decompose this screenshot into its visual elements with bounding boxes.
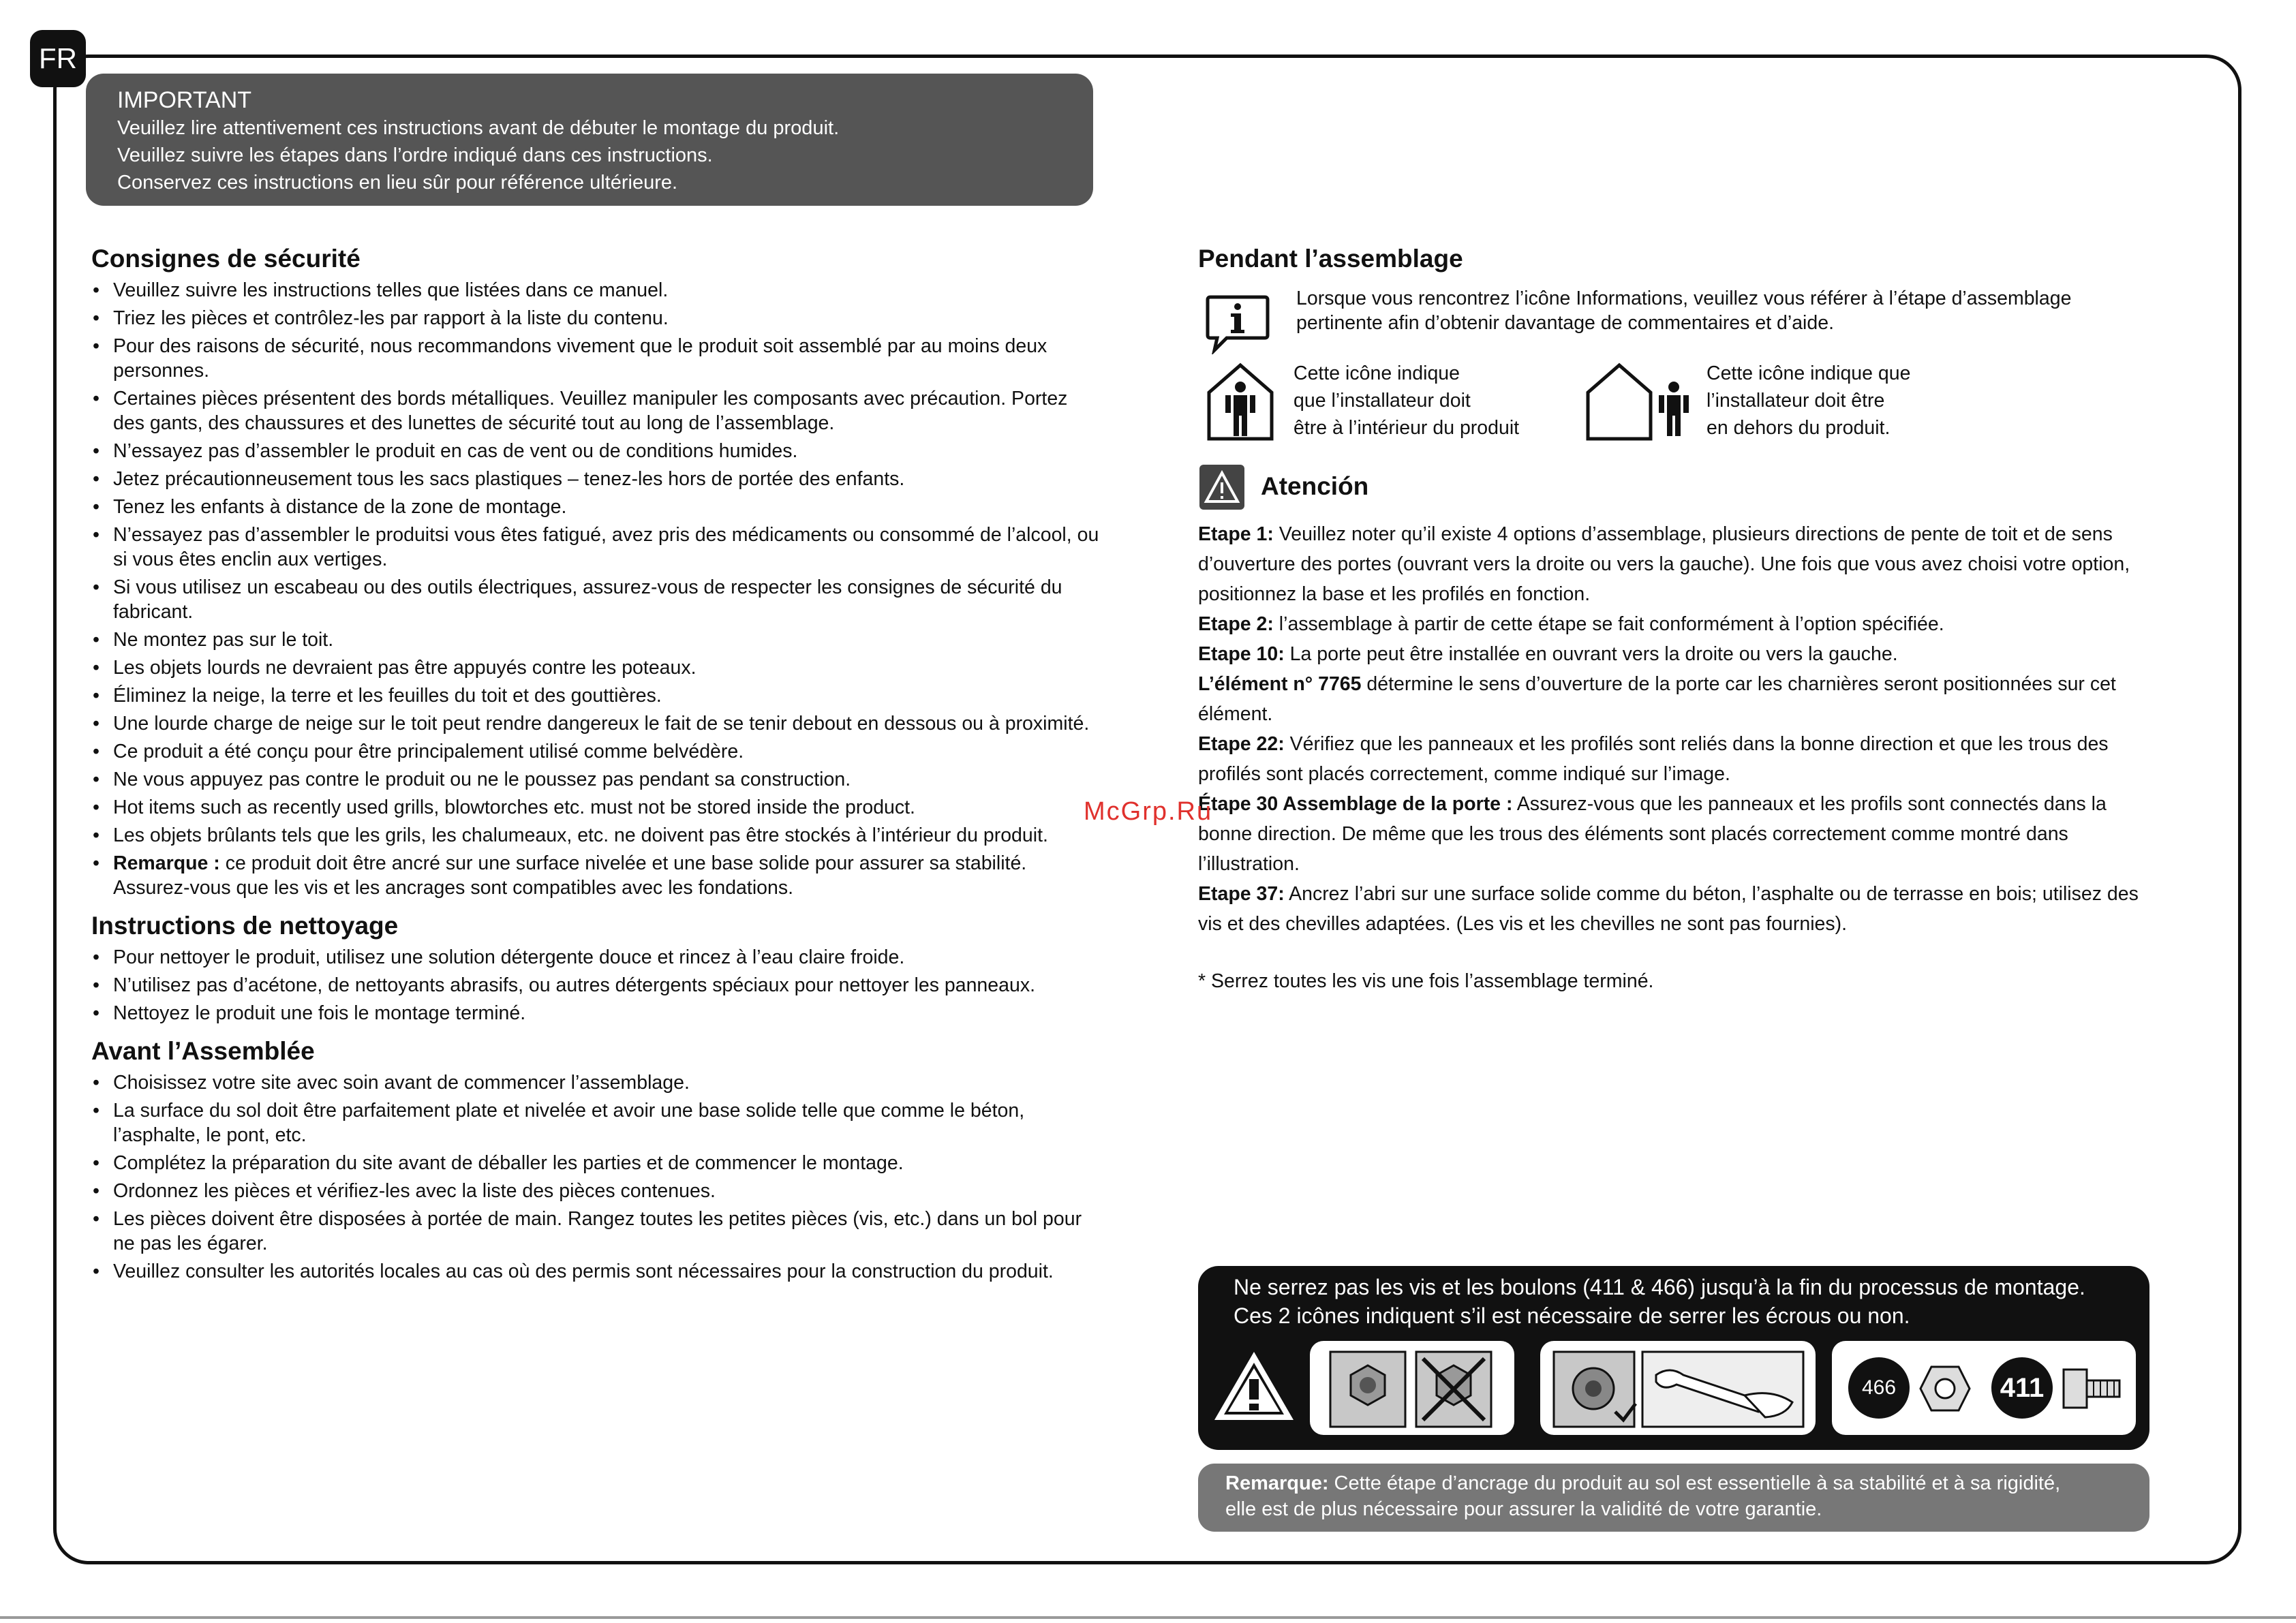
info-row xyxy=(1198,278,2152,352)
info-icon xyxy=(1205,293,1270,354)
parts-panel xyxy=(1832,1341,2136,1435)
step-text: Assurez-vous que les panneaux et les profils sont connectés dans la bonne direction. De même que les trous des éléments sont placés correctement comme montré dans l’illustration. xyxy=(1198,793,2107,875)
step-paragraph xyxy=(1198,669,2152,729)
text-line: être à l’intérieur du produit xyxy=(1294,417,1520,439)
exclamation-triangle-icon xyxy=(1210,1348,1298,1424)
step-paragraph xyxy=(1198,729,2152,789)
step-text: La porte peut être installée en ouvrant vers la droite ou vers la gauche. xyxy=(1284,643,1898,665)
list-item xyxy=(91,851,1100,900)
step-label: Étape 30 Assemblage de la porte : xyxy=(1198,793,1513,815)
step-paragraph xyxy=(1198,519,2152,609)
part-number-badge xyxy=(1991,1357,2053,1419)
before-assembly-list xyxy=(91,1070,1100,1284)
list-item: • Les objets brûlants tels que les grils, les chalumeaux, etc. ne doivent pas être stockés à l’intérieur du produit. xyxy=(91,823,1100,848)
warning-text xyxy=(1234,1273,2085,1330)
list-item: • La surface du sol doit être parfaitement plate et nivelée et avoir une base solide telle que comme le béton, l’asphalte, le pont, etc. xyxy=(91,1098,1100,1147)
installer-inside-text xyxy=(1294,360,1519,442)
step-label: Etape 37: xyxy=(1198,883,1285,905)
bottom-divider xyxy=(0,1616,2296,1619)
nut-icon xyxy=(1918,1363,1972,1415)
list-item: • N’essayez pas d’assembler le produit en cas de vent ou de conditions humides. xyxy=(91,439,1100,463)
text-line: Cette icône indique xyxy=(1294,362,1460,384)
text-line: en dehors du produit. xyxy=(1706,417,1891,439)
list-item: • Certaines pièces présentent des bords métalliques. Veuillez manipuler les composants avec précaution. Portez des gants, des chaussures et des lunettes de sécurité tout au long de l’assemblage. xyxy=(91,386,1100,435)
important-line: Veuillez lire attentivement ces instructions avant de débuter le montage du produit. xyxy=(117,117,840,139)
tightening-warning-box xyxy=(1198,1266,2149,1450)
important-line: Conservez ces instructions en lieu sûr pour référence ultérieure. xyxy=(117,172,678,194)
list-item: • Les pièces doivent être disposées à portée de main. Rangez toutes les petites pièces (vis, etc.) dans un bol pour ne pas les égarer. xyxy=(91,1207,1100,1256)
safety-list xyxy=(91,278,1100,900)
language-code: FR xyxy=(39,42,77,74)
warning-icon xyxy=(1199,465,1244,510)
installer-inside-icon xyxy=(1205,361,1276,443)
step-text: Ancrez l’abri sur une surface solide comme du béton, l’asphalte ou de terrasse en bois; utilisez des vis et des chevilles adaptées. (Les vis et les chevilles ne sont pas fournies). xyxy=(1198,883,2139,935)
bolt-icon xyxy=(2061,1361,2124,1416)
step-paragraph xyxy=(1198,879,2152,939)
list-item: • Nettoyez le produit une fois le montage terminé. xyxy=(91,1001,1100,1025)
installer-position-row xyxy=(1198,356,2152,451)
list-item: • Éliminez la neige, la terre et les feuilles du toit et des gouttières. xyxy=(91,683,1100,708)
important-line: Veuillez suivre les étapes dans l’ordre indiqué dans ces instructions. xyxy=(117,144,713,166)
list-item: • Ne vous appuyez pas contre le produit ou ne le poussez pas pendant sa construction. xyxy=(91,767,1100,792)
info-text: Lorsque vous rencontrez l’icône Informations, veuillez vous référer à l’étape d’assemblage pertinente afin d’obtenir davantage de commentaires et d’aide. xyxy=(1296,288,2072,334)
cleaning-title: Instructions de nettoyage xyxy=(91,912,399,940)
do-not-tighten-panel xyxy=(1310,1341,1514,1435)
important-notice xyxy=(86,74,1093,206)
step-text: l’assemblage à partir de cette étape se fait conformément à l’option spécifiée. xyxy=(1273,613,1944,635)
remark-label: Remarque: xyxy=(1225,1472,1329,1494)
list-item: • Veuillez consulter les autorités locales au cas où des permis sont nécessaires pour la construction du produit. xyxy=(91,1259,1100,1284)
list-item: • Les objets lourds ne devraient pas être appuyés contre les poteaux. xyxy=(91,655,1100,680)
remark-label: Remarque : xyxy=(113,852,220,874)
step-label: Etape 22: xyxy=(1198,733,1285,755)
installer-outside-icon xyxy=(1584,361,1693,443)
list-item: • Ordonnez les pièces et vérifiez-les avec la liste des pièces contenues. xyxy=(91,1179,1100,1203)
list-item: • Pour nettoyer le produit, utilisez une solution détergente douce et rincez à l’eau claire froide. xyxy=(91,945,1100,970)
part-number: 411 xyxy=(2000,1372,2045,1403)
text-line xyxy=(1225,1470,2149,1496)
safety-title: Consignes de sécurité xyxy=(91,245,361,273)
text-line: Ces 2 icônes indiquent s’il est nécessaire de serrer les écrous ou non. xyxy=(1234,1303,1910,1328)
tighten-panel xyxy=(1540,1341,1816,1435)
list-item: • Triez les pièces et contrôlez-les par rapport à la liste du contenu. xyxy=(91,306,1100,330)
step-label: Etape 10: xyxy=(1198,643,1285,665)
remark-text: Cette étape d’ancrage du produit au sol est essentielle à sa stabilité et à sa rigidité, xyxy=(1328,1472,2061,1494)
assembly-steps xyxy=(1198,519,2152,996)
watermark: McGrp.Ru xyxy=(1084,797,1213,826)
text-line: elle est de plus nécessaire pour assurer la validité de votre garantie. xyxy=(1225,1498,1822,1520)
step-paragraph xyxy=(1198,639,2152,669)
attention-title: Atención xyxy=(1261,472,1369,500)
list-item: • Si vous utilisez un escabeau ou des outils électriques, assurez-vous de respecter les consignes de sécurité du fabricant. xyxy=(91,575,1100,624)
list-item: • Pour des raisons de sécurité, nous recommandons vivement que le produit soit assemblé par au moins deux personnes. xyxy=(91,334,1100,383)
list-item: • Ce produit a été conçu pour être principalement utilisé comme belvédère. xyxy=(91,739,1100,764)
important-title: IMPORTANT xyxy=(117,87,252,113)
text-line: que l’installateur doit xyxy=(1294,390,1471,412)
part-number: 466 xyxy=(1861,1376,1897,1399)
during-assembly-title: Pendant l’assemblage xyxy=(1198,245,1463,273)
installer-outside-text xyxy=(1706,360,1910,442)
remark-text: ce produit doit être ancré sur une surface nivelée et une base solide pour assurer sa stabilité. Assurez-vous que les vis et les ancrages sont compatibles avec les fondations. xyxy=(113,852,1027,899)
list-item: • Ne montez pas sur le toit. xyxy=(91,628,1100,652)
list-item: • Jetez précautionneusement tous les sacs plastiques – tenez-les hors de portée des enfants. xyxy=(91,467,1100,491)
text-line: l’installateur doit être xyxy=(1706,390,1885,412)
step-paragraph xyxy=(1198,609,2152,639)
text-line: Ne serrez pas les vis et les boulons (411 & 466) jusqu’à la fin du processus de montage. xyxy=(1234,1275,2085,1299)
language-tab xyxy=(30,30,86,87)
bolt-nut-icon xyxy=(1310,1341,1514,1435)
text-line: Cette icône indique que xyxy=(1706,362,1911,384)
wrench-icon xyxy=(1540,1341,1816,1435)
list-item: • N’utilisez pas d’acétone, de nettoyants abrasifs, ou autres détergents spéciaux pour nettoyer les panneaux. xyxy=(91,973,1100,998)
list-item: • N’essayez pas d’assembler le produitsi vous êtes fatigué, avez pris des médicaments ou consommé de l’alcool, ou si vous êtes enclin aux vertiges. xyxy=(91,523,1100,572)
list-item: • Complétez la préparation du site avant de déballer les parties et de commencer le montage. xyxy=(91,1151,1100,1175)
list-item: • Hot items such as recently used grills, blowtorches etc. must not be stored inside the product. xyxy=(91,795,1100,820)
attention-header xyxy=(1198,465,2152,514)
cleaning-list xyxy=(91,945,1100,1025)
left-column xyxy=(91,240,1100,1290)
step-label: Etape 2: xyxy=(1198,613,1274,635)
list-item: • Tenez les enfants à distance de la zone de montage. xyxy=(91,495,1100,519)
step-label: Etape 1: xyxy=(1198,523,1274,545)
list-item: • Veuillez suivre les instructions telles que listées dans ce manuel. xyxy=(91,278,1100,303)
list-item: • Choisissez votre site avec soin avant de commencer l’assemblage. xyxy=(91,1070,1100,1095)
part-number-badge xyxy=(1848,1357,1910,1419)
step-paragraph xyxy=(1198,789,2152,879)
step-text: Veuillez noter qu’il existe 4 options d’assemblage, plusieurs directions de pente de toit et de sens d’ouverture des portes (ouvrant vers la droite ou vers la gauche). Une fois que vous avez choisi votre option, positionnez la base et les profilés en fonction. xyxy=(1198,523,2130,605)
step-label: L’élément n° 7765 xyxy=(1198,673,1362,695)
final-note: * Serrez toutes les vis une fois l’assemblage terminé. xyxy=(1198,970,1654,992)
step-text: Vérifiez que les panneaux et les profilés sont reliés dans la bonne direction et que les trous des profilés sont placés correctement, comme indiqué sur l’image. xyxy=(1198,733,2109,785)
step-text: détermine le sens d’ouverture de la porte car les charnières seront positionnées sur cet élément. xyxy=(1198,673,2116,725)
right-column xyxy=(1198,240,2152,996)
list-item: • Une lourde charge de neige sur le toit peut rendre dangereux le fait de se tenir debout en dessous ou à proximité. xyxy=(91,711,1100,736)
anchoring-remark-box xyxy=(1198,1464,2149,1532)
before-assembly-title: Avant l’Assemblée xyxy=(91,1037,315,1065)
